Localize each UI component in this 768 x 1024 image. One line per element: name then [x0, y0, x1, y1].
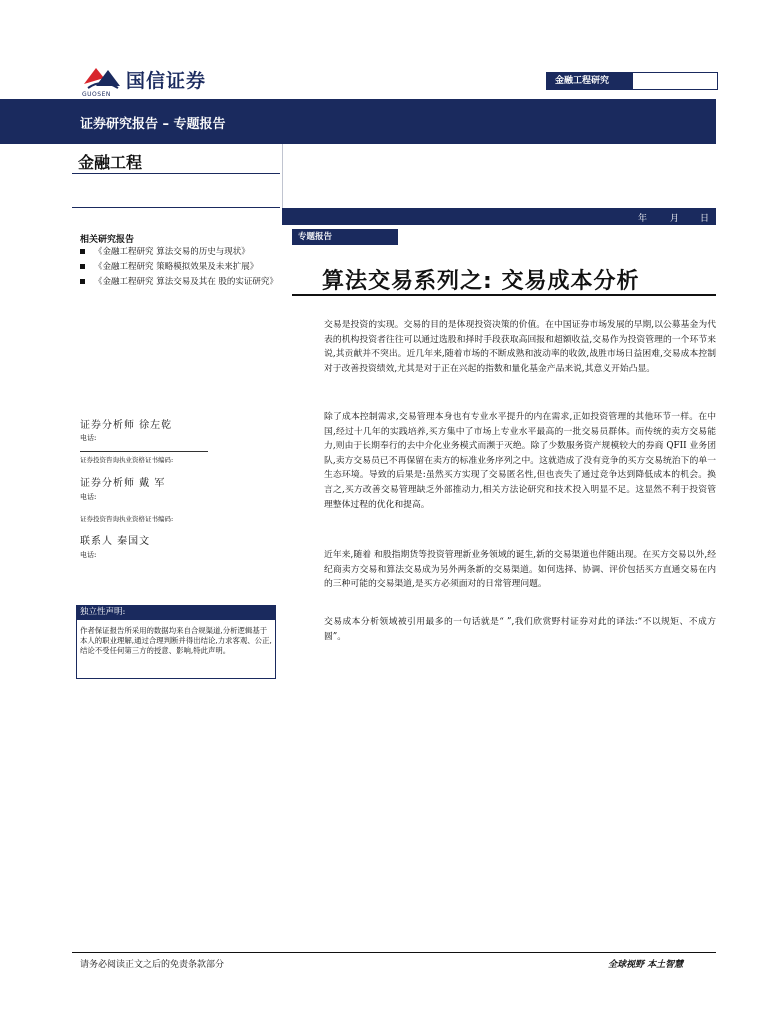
report-banner — [0, 99, 716, 144]
bullet-icon — [80, 264, 85, 269]
related-report-item[interactable] — [80, 246, 276, 258]
related-report-item[interactable] — [80, 261, 276, 273]
bullet-icon — [80, 279, 85, 284]
independence-text: 作者保证报告所采用的数据均来自合规渠道,分析逻辑基于本人的职业理解,通过合理判断并得出结论,力求客观、公正,结论不受任何第三方的授意、影响,特此声明。 — [80, 626, 272, 655]
category-box — [72, 147, 280, 174]
related-report-item[interactable] — [80, 276, 276, 288]
logo-subtext: GUOSEN — [82, 91, 111, 98]
analyst-phone: 电话: — [80, 434, 97, 442]
top-category-tag — [546, 72, 718, 90]
report-title: 算法交易系列之: 交易成本分析 — [322, 269, 640, 294]
related-report-text: 《金融工程研究 策略模拟效果及未来扩展》 — [94, 262, 259, 272]
banner-title: 证券研究报告 – 专题报告 — [80, 117, 226, 132]
body-paragraph: 交易成本分析领域被引用最多的一句话就是“ ”,我们欣赏野村证券对此的译法:“不以规矩、不成方圆”。 — [324, 617, 716, 642]
footer-rule — [72, 952, 716, 953]
independence-box — [76, 620, 276, 679]
analyst-phone: 电话: — [80, 493, 97, 501]
related-report-text: 《金融工程研究 算法交易及其在 股的实证研究》 — [94, 277, 278, 287]
related-reports-title: 相关研究报告 — [80, 235, 135, 245]
date-band — [282, 208, 716, 225]
footer-disclaimer: 请务必阅读正文之后的免责条款部分 — [80, 960, 225, 970]
body-paragraph: 除了成本控制需求,交易管理本身也有专业水平提升的内在需求,正如投资管理的其他环节一样。在中国,经过十几年的实践培养,买方集中了市场上专业水平最高的一批交易员群体。而传统的卖方交易能力,则由于长期奉行的去中介化业务模式而濒于灭绝。除了少数服务资产规模较大的券商 QFII 业务团队,卖方交易员已不再保留在卖方的标准业务序列之中。这就造成了没有竞争的买方交易统治下的单一生态环境。导致的后果是:虽然买方实现了交易匿名性,但也丧失了通过竞争达到降低成本的机会。换言之,买方改善交易管理缺乏外部推动力,相关方法论研究和技术投入明显不足。这显然不利于投资管理整体过程的优化和提高。 — [324, 412, 716, 510]
guosen-logo-icon — [82, 64, 122, 92]
analyst-name: 证券分析师 徐左乾 — [80, 420, 173, 431]
contact-phone: 电话: — [80, 551, 97, 559]
analyst-name: 证券分析师 戴 军 — [80, 478, 166, 489]
body-paragraph: 交易是投资的实现。交易的目的是体现投资决策的价值。在中国证券市场发展的早期,以公募基金为代表的机构投资者往往可以通过选股和择时手段获取高回报和超额收益,交易作为投资管理的一个环节来说,其贡献并不突出。近几年来,随着市场的不断成熟和波动率的收敛,战胜市场日益困难,交易成本控制对于改善投资绩效,尤其是对于正在兴起的指数和量化基金产品来说,其意义开始凸显。 — [324, 320, 716, 374]
title-rule — [292, 294, 716, 296]
contact-name: 联系人 秦国文 — [80, 536, 151, 547]
report-type-tag: 专题报告 — [292, 229, 398, 245]
related-report-text: 《金融工程研究 算法交易的历史与现状》 — [94, 247, 250, 257]
analyst-separator — [80, 451, 208, 452]
date-month-label: 月 — [670, 214, 680, 224]
independence-title: 独立性声明: — [76, 605, 276, 620]
date-day-label: 日 — [700, 214, 710, 224]
header-divider — [282, 144, 283, 210]
category-label: 金融工程 — [78, 153, 143, 172]
logo-text: 国信证券 — [126, 70, 207, 92]
date-year-label: 年 — [638, 214, 648, 224]
footer-slogan: 全球视野 本土智慧 — [608, 960, 684, 970]
analyst-cert: 证券投资咨询执业资格证书编码: — [80, 456, 174, 464]
top-category-label: 金融工程研究 — [547, 73, 633, 89]
category-box-empty — [72, 179, 280, 208]
body-paragraph: 近年来,随着 和股指期货等投资管理新业务领域的诞生,新的交易渠道也伴随出现。在买方交易以外,经纪商卖方交易和算法交易成为另外两条新的交易渠道。如何选择、协调、评价包括买方直通交易在内的三种可能的交易渠道,是买方必须面对的日常管理问题。 — [324, 550, 716, 590]
analyst-cert: 证券投资咨询执业资格证书编码: — [80, 515, 174, 523]
bullet-icon — [80, 249, 85, 254]
related-reports-list — [80, 246, 276, 291]
